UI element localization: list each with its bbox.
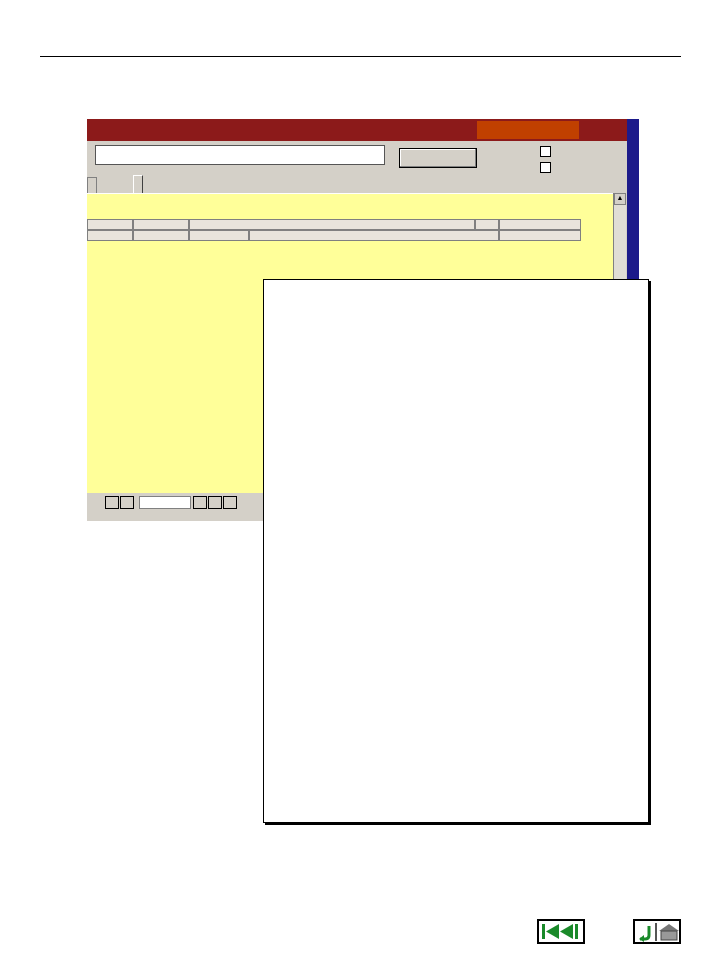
return-home-icon — [635, 921, 679, 942]
letter-preview — [263, 279, 649, 823]
tab-vv-einzel[interactable] — [87, 177, 97, 194]
grid-header — [249, 230, 499, 241]
participants-field[interactable] — [95, 145, 385, 165]
grid-header — [189, 219, 475, 230]
next-record-button[interactable] — [193, 496, 207, 509]
scroll-up-icon[interactable]: ▲ — [614, 193, 626, 205]
tab-bescheidsbriefe[interactable] — [133, 175, 143, 194]
registered-checkbox[interactable] — [540, 146, 551, 157]
meeting-date-field[interactable] — [477, 121, 579, 139]
grid-header — [475, 219, 499, 230]
grid-header — [499, 219, 581, 230]
new-record-button[interactable] — [223, 496, 237, 509]
return-home-button[interactable] — [633, 919, 681, 944]
last-record-button[interactable] — [208, 496, 222, 509]
record-number-field[interactable] — [139, 496, 191, 509]
grid-header — [499, 230, 581, 241]
grid-header — [189, 230, 249, 241]
skip-back-icon — [539, 921, 583, 942]
header-divider — [40, 56, 681, 57]
grid-header — [87, 230, 133, 241]
current-checkbox[interactable] — [540, 162, 551, 173]
grid-header — [133, 230, 189, 241]
first-record-button[interactable] — [105, 496, 119, 509]
grid-header — [133, 219, 189, 230]
prev-page-button[interactable] — [537, 919, 585, 944]
register-button[interactable] — [399, 148, 477, 168]
prev-record-button[interactable] — [120, 496, 134, 509]
grid-header — [87, 219, 133, 230]
